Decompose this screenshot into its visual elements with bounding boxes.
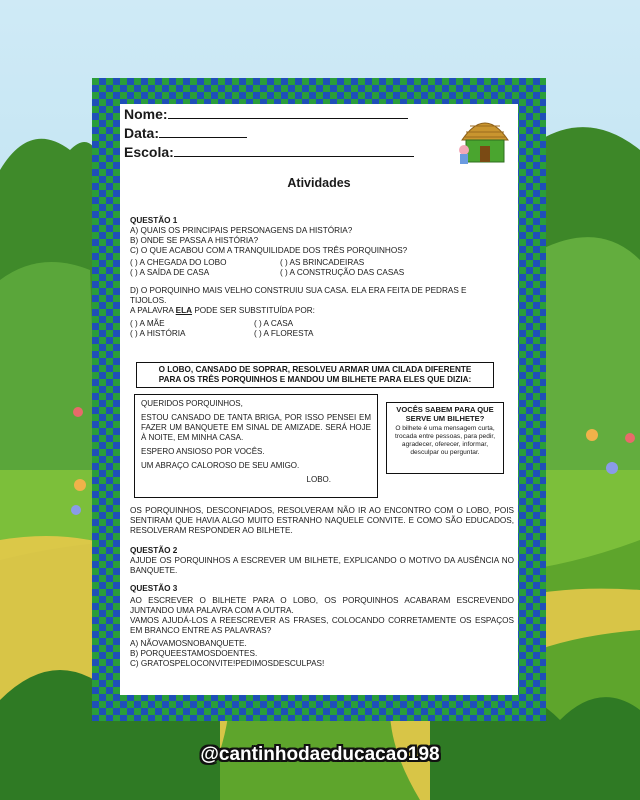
question-1-d-line3: A PALAVRA ELA PODE SER SUBSTITUÍDA POR: — [130, 306, 315, 315]
option-c-2[interactable]: ( ) AS BRINCADEIRAS — [280, 258, 365, 267]
question-1 — [130, 216, 514, 339]
letter-body-2: ESPERO ANSIOSO POR VOCÊS. — [141, 447, 265, 456]
straw-house-icon — [456, 110, 514, 166]
question-2-text: AJUDE OS PORQUINHOS A ESCREVER UM BILHETE, EXPLICANDO O MOTIVO DA AUSÊNCIA NO BANQUETE. — [130, 556, 514, 575]
question-3-text-2: VAMOS AJUDÁ-LOS A REESCREVER AS FRASES, COLOCANDO CORRETAMENTE OS ESPAÇOS EM BRANCO ENTRE AS PALAVRAS? — [130, 616, 514, 635]
page-title: Atividades — [287, 176, 351, 190]
question-2-heading: QUESTÃO 2 — [130, 546, 178, 555]
banner-line-2: PARA OS TRÊS PORQUINHOS E MANDOU UM BILHETE PARA ELES QUE DIZIA: — [158, 375, 472, 384]
info-box-text: O bilhete é uma mensagem curta, trocada entre pessoas, para pedir, agradecer, oferecer, informar, desculpar ou perguntar. — [394, 425, 496, 456]
option-c-3[interactable]: ( ) A SAÍDA DE CASA — [130, 268, 210, 277]
question-2 — [130, 546, 514, 576]
question-3-c: C) GRATOSPELOCONVITE!PEDIMOSDESCULPAS! — [130, 659, 325, 668]
option-c-4[interactable]: ( ) A CONSTRUÇÃO DAS CASAS — [280, 268, 405, 277]
wolf-letter — [134, 394, 378, 498]
option-d-2[interactable]: ( ) A CASA — [254, 319, 294, 328]
question-3-heading: QUESTÃO 3 — [130, 584, 178, 593]
letter-greeting: QUERIDOS PORQUINHOS, — [141, 399, 243, 408]
watermark-handle: @cantinhodaeducacao198 — [200, 744, 440, 765]
date-label: Data: — [124, 125, 160, 141]
name-label: Nome: — [124, 106, 168, 122]
narrative: OS PORQUINHOS, DESCONFIADOS, RESOLVERAM NÃO IR AO ENCONTRO COM O LOBO, POIS SENTIRAM QUE HAVIA ALGO MUITO ESTRANHO NAQUELE CONVITE. E COMO SÃO EDUCADOS, RESOLVERAM RESPONDER AO BILHETE. — [130, 506, 514, 535]
question-3-text-1: AO ESCREVER O BILHETE PARA O LOBO, OS PORQUINHOS ACABARAM ESCREVENDO JUNTANDO UMA PALAVRA COM A OUTRA. — [130, 596, 514, 615]
option-c-1[interactable]: ( ) A CHEGADA DO LOBO — [130, 258, 227, 267]
question-1-d-line1: D) O PORQUINHO MAIS VELHO CONSTRUIU SUA CASA. ELA ERA FEITA DE PEDRAS E — [130, 286, 467, 295]
name-line[interactable] — [124, 106, 408, 122]
highlighted-word: ELA — [175, 306, 193, 315]
worksheet — [120, 104, 518, 695]
info-box — [386, 402, 504, 474]
question-3-a: A) NÃOVAMOSNOBANQUETE. — [130, 639, 247, 648]
question-1-c: C) O QUE ACABOU COM A TRANQUILIDADE DOS TRÊS PORQUINHOS? — [130, 246, 408, 255]
letter-signature: LOBO. — [306, 475, 331, 484]
school-line[interactable] — [124, 144, 414, 160]
question-1-b: B) ONDE SE PASSA A HISTÓRIA? — [130, 236, 259, 245]
option-d-1[interactable]: ( ) A MÃE — [130, 319, 165, 328]
story-banner — [136, 362, 494, 388]
letter-body-1: ESTOU CANSADO DE TANTA BRIGA, POR ISSO PENSEI EM FAZER UM BANQUETE EM SINAL DE AMIZADE. SERÁ HOJE À NOITE, EM MINHA CASA. — [141, 413, 371, 442]
school-label: Escola: — [124, 144, 174, 160]
question-1-heading: QUESTÃO 1 — [130, 216, 178, 225]
info-box-heading: VOCÊS SABEM PARA QUE SERVE UM BILHETE? — [396, 405, 494, 423]
option-d-3[interactable]: ( ) A HISTÓRIA — [130, 329, 186, 338]
question-3 — [130, 584, 514, 669]
banner-line-1: O LOBO, CANSADO DE SOPRAR, RESOLVEU ARMAR UMA CILADA DIFERENTE — [158, 365, 472, 374]
question-1-a: A) QUAIS OS PRINCIPAIS PERSONAGENS DA HISTÓRIA? — [130, 226, 353, 235]
question-1-d-line2: TIJOLOS. — [130, 296, 167, 305]
date-line[interactable] — [124, 125, 247, 141]
option-d-4[interactable]: ( ) A FLORESTA — [254, 329, 314, 338]
letter-body-3: UM ABRAÇO CALOROSO DE SEU AMIGO. — [141, 461, 300, 470]
question-3-b: B) PORQUEESTAMOSDOENTES. — [130, 649, 258, 658]
